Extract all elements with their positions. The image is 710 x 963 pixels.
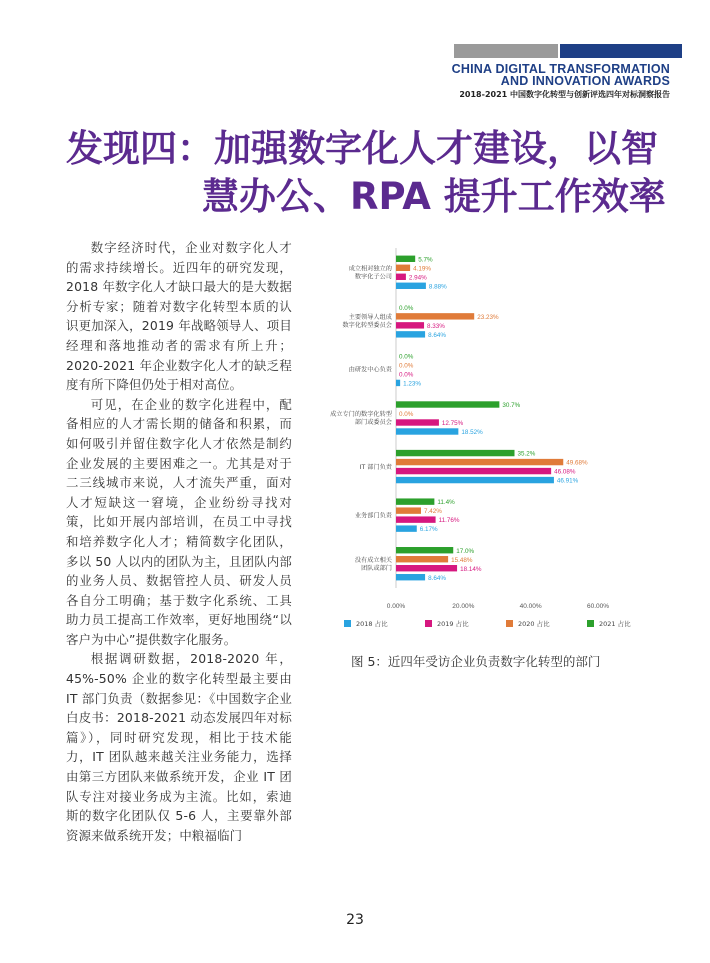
bar-2020-占比-6: [396, 556, 448, 562]
legend-swatch: [506, 620, 513, 627]
category-label: 成立相对独立的: [348, 265, 392, 273]
x-tick-label: 60.00%: [586, 603, 610, 610]
bar-2020-占比-5: [396, 507, 421, 513]
page-number: 23: [346, 912, 364, 928]
data-label: 4.19%: [413, 265, 431, 273]
data-label: 2.94%: [408, 274, 427, 282]
header-english-title: [452, 63, 670, 87]
x-tick-label: 20.00%: [452, 603, 475, 610]
data-label: 35.2%: [517, 450, 536, 458]
header-blue-bar: [560, 44, 682, 58]
bar-2018-占比-4: [396, 477, 554, 483]
bar-2019-占比-5: [396, 516, 436, 522]
page-title-line2: 慧办公、RPA 提升工作效率: [202, 175, 666, 218]
department-bar-chart: [312, 240, 652, 635]
data-label: 5.7%: [418, 256, 433, 264]
data-label: 8.33%: [427, 322, 445, 330]
data-label: 30.7%: [502, 402, 521, 410]
data-label: 15.48%: [451, 556, 473, 564]
bar-2021-占比-3: [396, 401, 499, 407]
bar-2018-占比-1: [396, 331, 425, 337]
data-label: 46.91%: [556, 477, 579, 485]
chart-svg: [312, 240, 652, 635]
bar-2021-占比-6: [396, 547, 453, 553]
category-label: 部门或委员会: [354, 419, 392, 427]
header-decor-bars: [454, 44, 684, 58]
bar-2020-占比-4: [396, 459, 563, 465]
legend-swatch: [587, 620, 594, 627]
data-label: 17.0%: [456, 547, 475, 555]
category-label: 主要领导人组成: [348, 314, 392, 322]
body-paragraph: 根据调研数据，2018-2020 年，45%-50% 企业的数字化转型最主要由 IT 部门负责（数据参见：《中国数字企业白皮书：2018-2021 动态发展四年对标篇》），同时研究发现，相比于技术能力，IT 团队越来越关注业务能力，选择由第三方团队来做系统开发，企业 IT 团队专注对接业务成为主流。比如，索迪斯的数字化团队仅 5-6 人，主要靠外部资源来做系统开发；中粮福临门: [66, 651, 292, 843]
data-label: 8.64%: [428, 574, 446, 582]
bar-2018-占比-5: [396, 525, 417, 531]
data-label: 7.42%: [423, 508, 442, 516]
header-chinese-subtitle: 2018-2021 中国数字化转型与创新评选四年对标洞察报告: [459, 90, 670, 99]
header-gray-bar: [454, 44, 558, 58]
bar-2019-占比-4: [396, 468, 551, 474]
bar-2020-占比-1: [396, 313, 474, 319]
figure-caption: 图 5：近四年受访企业负责数字化转型的部门: [351, 654, 601, 669]
header-title-line2: AND INNOVATION AWARDS: [500, 74, 670, 88]
bar-2020-占比-0: [396, 265, 410, 271]
category-label: IT 部门负责: [359, 463, 392, 471]
bar-2019-占比-0: [396, 274, 406, 280]
body-text: [66, 238, 292, 845]
bar-2018-占比-3: [396, 428, 458, 434]
data-label: 0.0%: [399, 304, 414, 312]
x-tick-label: 0.00%: [386, 603, 406, 610]
category-label: 团队或部门: [361, 564, 392, 572]
bar-2019-占比-6: [396, 565, 457, 571]
category-label: 由研发中心负责: [348, 366, 392, 374]
legend-swatch: [344, 620, 351, 627]
bar-2018-占比-0: [396, 283, 426, 289]
body-paragraph: 数字经济时代，企业对数字化人才的需求持续增长。近四年的研究发现，2018 年数字化人才缺口最大的是大数据分析专家；随着对数字化转型本质的认识更加深入，2019 年战略领导人、项目经理和落地推动者的需求有所上升；2020-2021 年企业数字化人才的缺乏程度有所下降但仍处于相对高位。: [66, 240, 292, 393]
legend-label: 2019 占比: [437, 620, 469, 628]
data-label: 12.75%: [441, 420, 464, 428]
bar-2021-占比-0: [396, 256, 415, 262]
data-label: 49.68%: [566, 459, 588, 467]
bar-2021-占比-4: [396, 450, 515, 456]
data-label: 1.23%: [403, 380, 422, 388]
page-title-line1: 发现四：加强数字化人才建设，以智: [66, 127, 658, 170]
bar-2019-占比-3: [396, 419, 439, 425]
bar-2019-占比-1: [396, 322, 424, 328]
header-title-line1: CHINA DIGITAL TRANSFORMATION: [451, 62, 670, 76]
bar-2021-占比-5: [396, 498, 434, 504]
data-label: 46.08%: [554, 468, 576, 476]
data-label: 8.88%: [428, 283, 447, 291]
data-label: 23.23%: [477, 313, 499, 321]
bar-2018-占比-6: [396, 574, 425, 580]
data-label: 8.64%: [428, 331, 446, 339]
x-tick-label: 40.00%: [519, 603, 542, 610]
data-label: 0.0%: [399, 353, 414, 361]
data-label: 18.52%: [461, 429, 483, 437]
legend-label: 2020 占比: [518, 620, 550, 628]
page-title: [66, 125, 666, 221]
data-label: 0.0%: [399, 371, 414, 379]
body-paragraph: 可见，在企业的数字化进程中，配备相应的人才需长期的储备和积累，而如何吸引并留住数字化人才依然是制约企业发展的主要困难之一。尤其是对于二三线城市来说，人才流失严重，面对人才短缺这一窘境，企业纷纷寻找对策，比如开展内部培训，在员工中寻找和培养数字化人才；精简数字化团队，多以 50 人以内的团队为主，且团队内部的业务人员、数据管控人员、研发人员各自分工明确；基于数字化系统、工具助力员工提高工作效率，更好地围绕“以客户为中心”提供数字化服务。: [66, 396, 292, 647]
data-label: 0.0%: [399, 411, 414, 419]
data-label: 6.17%: [419, 526, 438, 534]
category-label: 数字化转型委员会: [342, 322, 392, 330]
data-label: 0.0%: [399, 362, 414, 370]
category-label: 数字化子公司: [354, 273, 392, 281]
legend-label: 2018 占比: [356, 620, 388, 628]
data-label: 11.4%: [437, 499, 455, 507]
category-label: 业务部门负责: [354, 512, 392, 520]
category-label: 成立专门的数字化转型: [330, 411, 392, 419]
category-label: 没有成立相关: [354, 556, 392, 564]
legend-label: 2021 占比: [599, 620, 631, 628]
data-label: 18.14%: [460, 565, 482, 573]
legend-swatch: [425, 620, 432, 627]
bar-2018-占比-2: [396, 380, 400, 386]
data-label: 11.76%: [438, 517, 460, 525]
